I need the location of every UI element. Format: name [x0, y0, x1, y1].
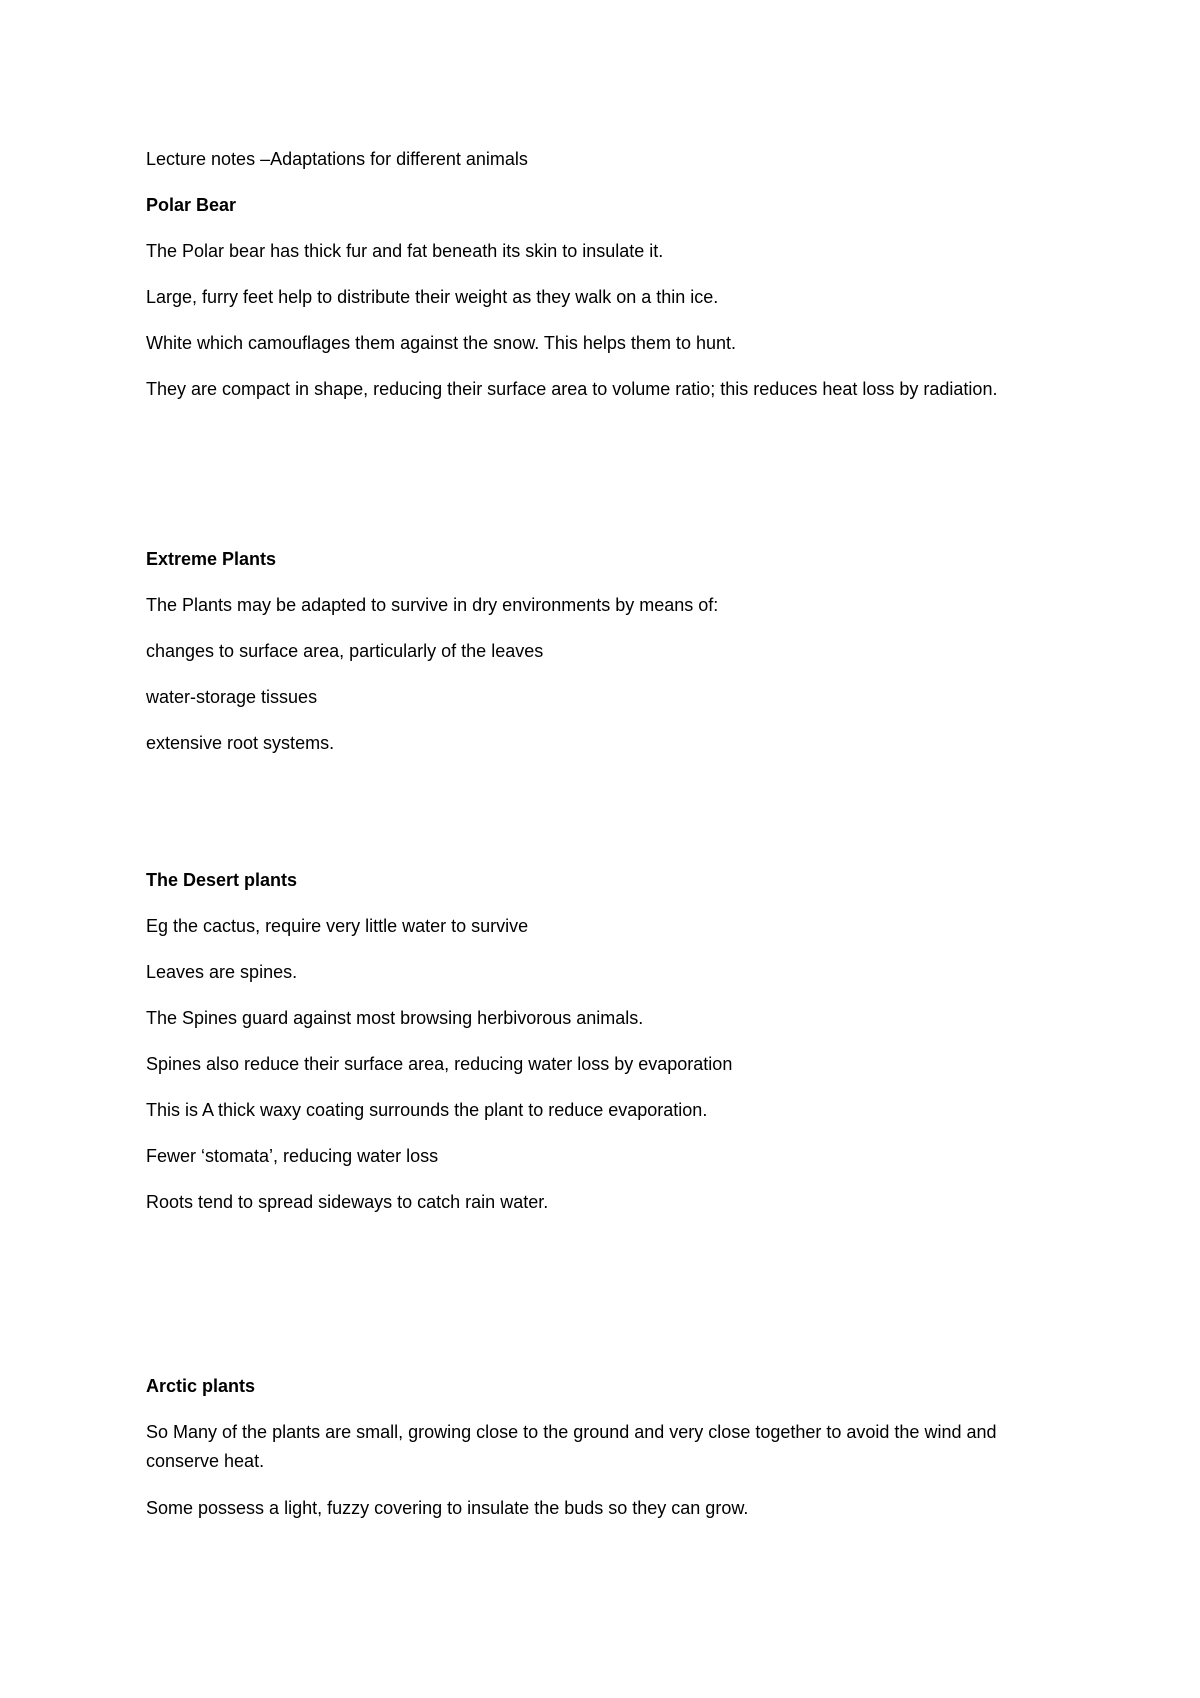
paragraph: Spines also reduce their surface area, reducing water loss by evaporation: [146, 1054, 733, 1074]
paragraph: Eg the cactus, require very little water to survive: [146, 916, 529, 936]
paragraph: Roots tend to spread sideways to catch rain water.: [146, 1192, 549, 1212]
paragraph: The Plants may be adapted to survive in dry environments by means of:: [146, 595, 719, 615]
paragraph: This is A thick waxy coating surrounds the plant to reduce evaporation.: [146, 1100, 708, 1120]
section-heading-polar-bear: Polar Bear: [146, 195, 237, 215]
paragraph: Fewer ‘stomata’, reducing water loss: [146, 1146, 439, 1166]
paragraph: Leaves are spines.: [146, 962, 298, 982]
section-heading-extreme-plants: Extreme Plants: [146, 549, 277, 569]
paragraph: The Spines guard against most browsing herbivorous animals.: [146, 1008, 644, 1028]
paragraph: extensive root systems.: [146, 733, 335, 753]
document-title: Lecture notes –Adaptations for different animals: [146, 149, 528, 169]
section-heading-arctic-plants: Arctic plants: [146, 1376, 256, 1396]
paragraph: White which camouflages them against the snow. This helps them to hunt.: [146, 333, 736, 353]
paragraph: They are compact in shape, reducing their surface area to volume ratio; this reduces heat loss by radiation.: [146, 379, 998, 399]
paragraph: Large, furry feet help to distribute their weight as they walk on a thin ice.: [146, 287, 719, 307]
paragraph: Some possess a light, fuzzy covering to insulate the buds so they can grow.: [146, 1498, 749, 1518]
paragraph: changes to surface area, particularly of the leaves: [146, 641, 544, 661]
section-heading-desert-plants: The Desert plants: [146, 870, 298, 890]
paragraph: The Polar bear has thick fur and fat beneath its skin to insulate it.: [146, 241, 664, 261]
paragraph: water-storage tissues: [146, 687, 318, 707]
paragraph: So Many of the plants are small, growing close to the ground and very close together to avoid the wind and conserve heat.: [146, 1422, 997, 1471]
